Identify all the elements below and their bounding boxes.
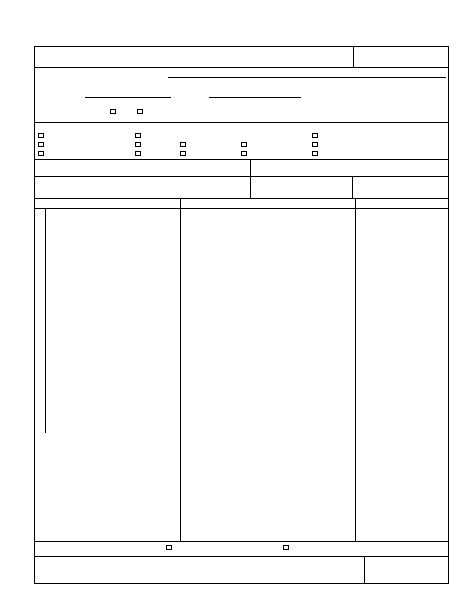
utility-underground-checkbox[interactable]	[241, 142, 247, 147]
aircraft-traffic-checkbox[interactable]	[312, 133, 318, 138]
clearance-form	[34, 46, 449, 584]
approved-checkbox[interactable]	[166, 545, 172, 550]
work-order-field[interactable]	[85, 97, 171, 98]
area-checkbox-has[interactable]	[110, 109, 116, 114]
date-prepared-field[interactable]	[355, 56, 448, 67]
utility-overhead-checkbox[interactable]	[180, 142, 186, 147]
pavements-checkbox[interactable]	[38, 133, 44, 138]
other-checkbox[interactable]	[312, 151, 318, 156]
drainage-checkbox[interactable]	[38, 142, 44, 147]
railroad-checkbox[interactable]	[38, 151, 44, 156]
contract-field[interactable]	[209, 97, 301, 98]
comm-underground-checkbox[interactable]	[241, 151, 247, 156]
comm-checkbox[interactable]	[135, 151, 141, 156]
security-checkbox[interactable]	[312, 142, 318, 147]
comm-overhead-checkbox[interactable]	[180, 151, 186, 156]
work-location-field[interactable]	[168, 77, 446, 78]
area-checkbox-has-not[interactable]	[137, 109, 143, 114]
disapproved-checkbox[interactable]	[283, 545, 289, 550]
utility-checkbox[interactable]	[135, 142, 141, 147]
fire-detection-checkbox[interactable]	[135, 133, 141, 138]
